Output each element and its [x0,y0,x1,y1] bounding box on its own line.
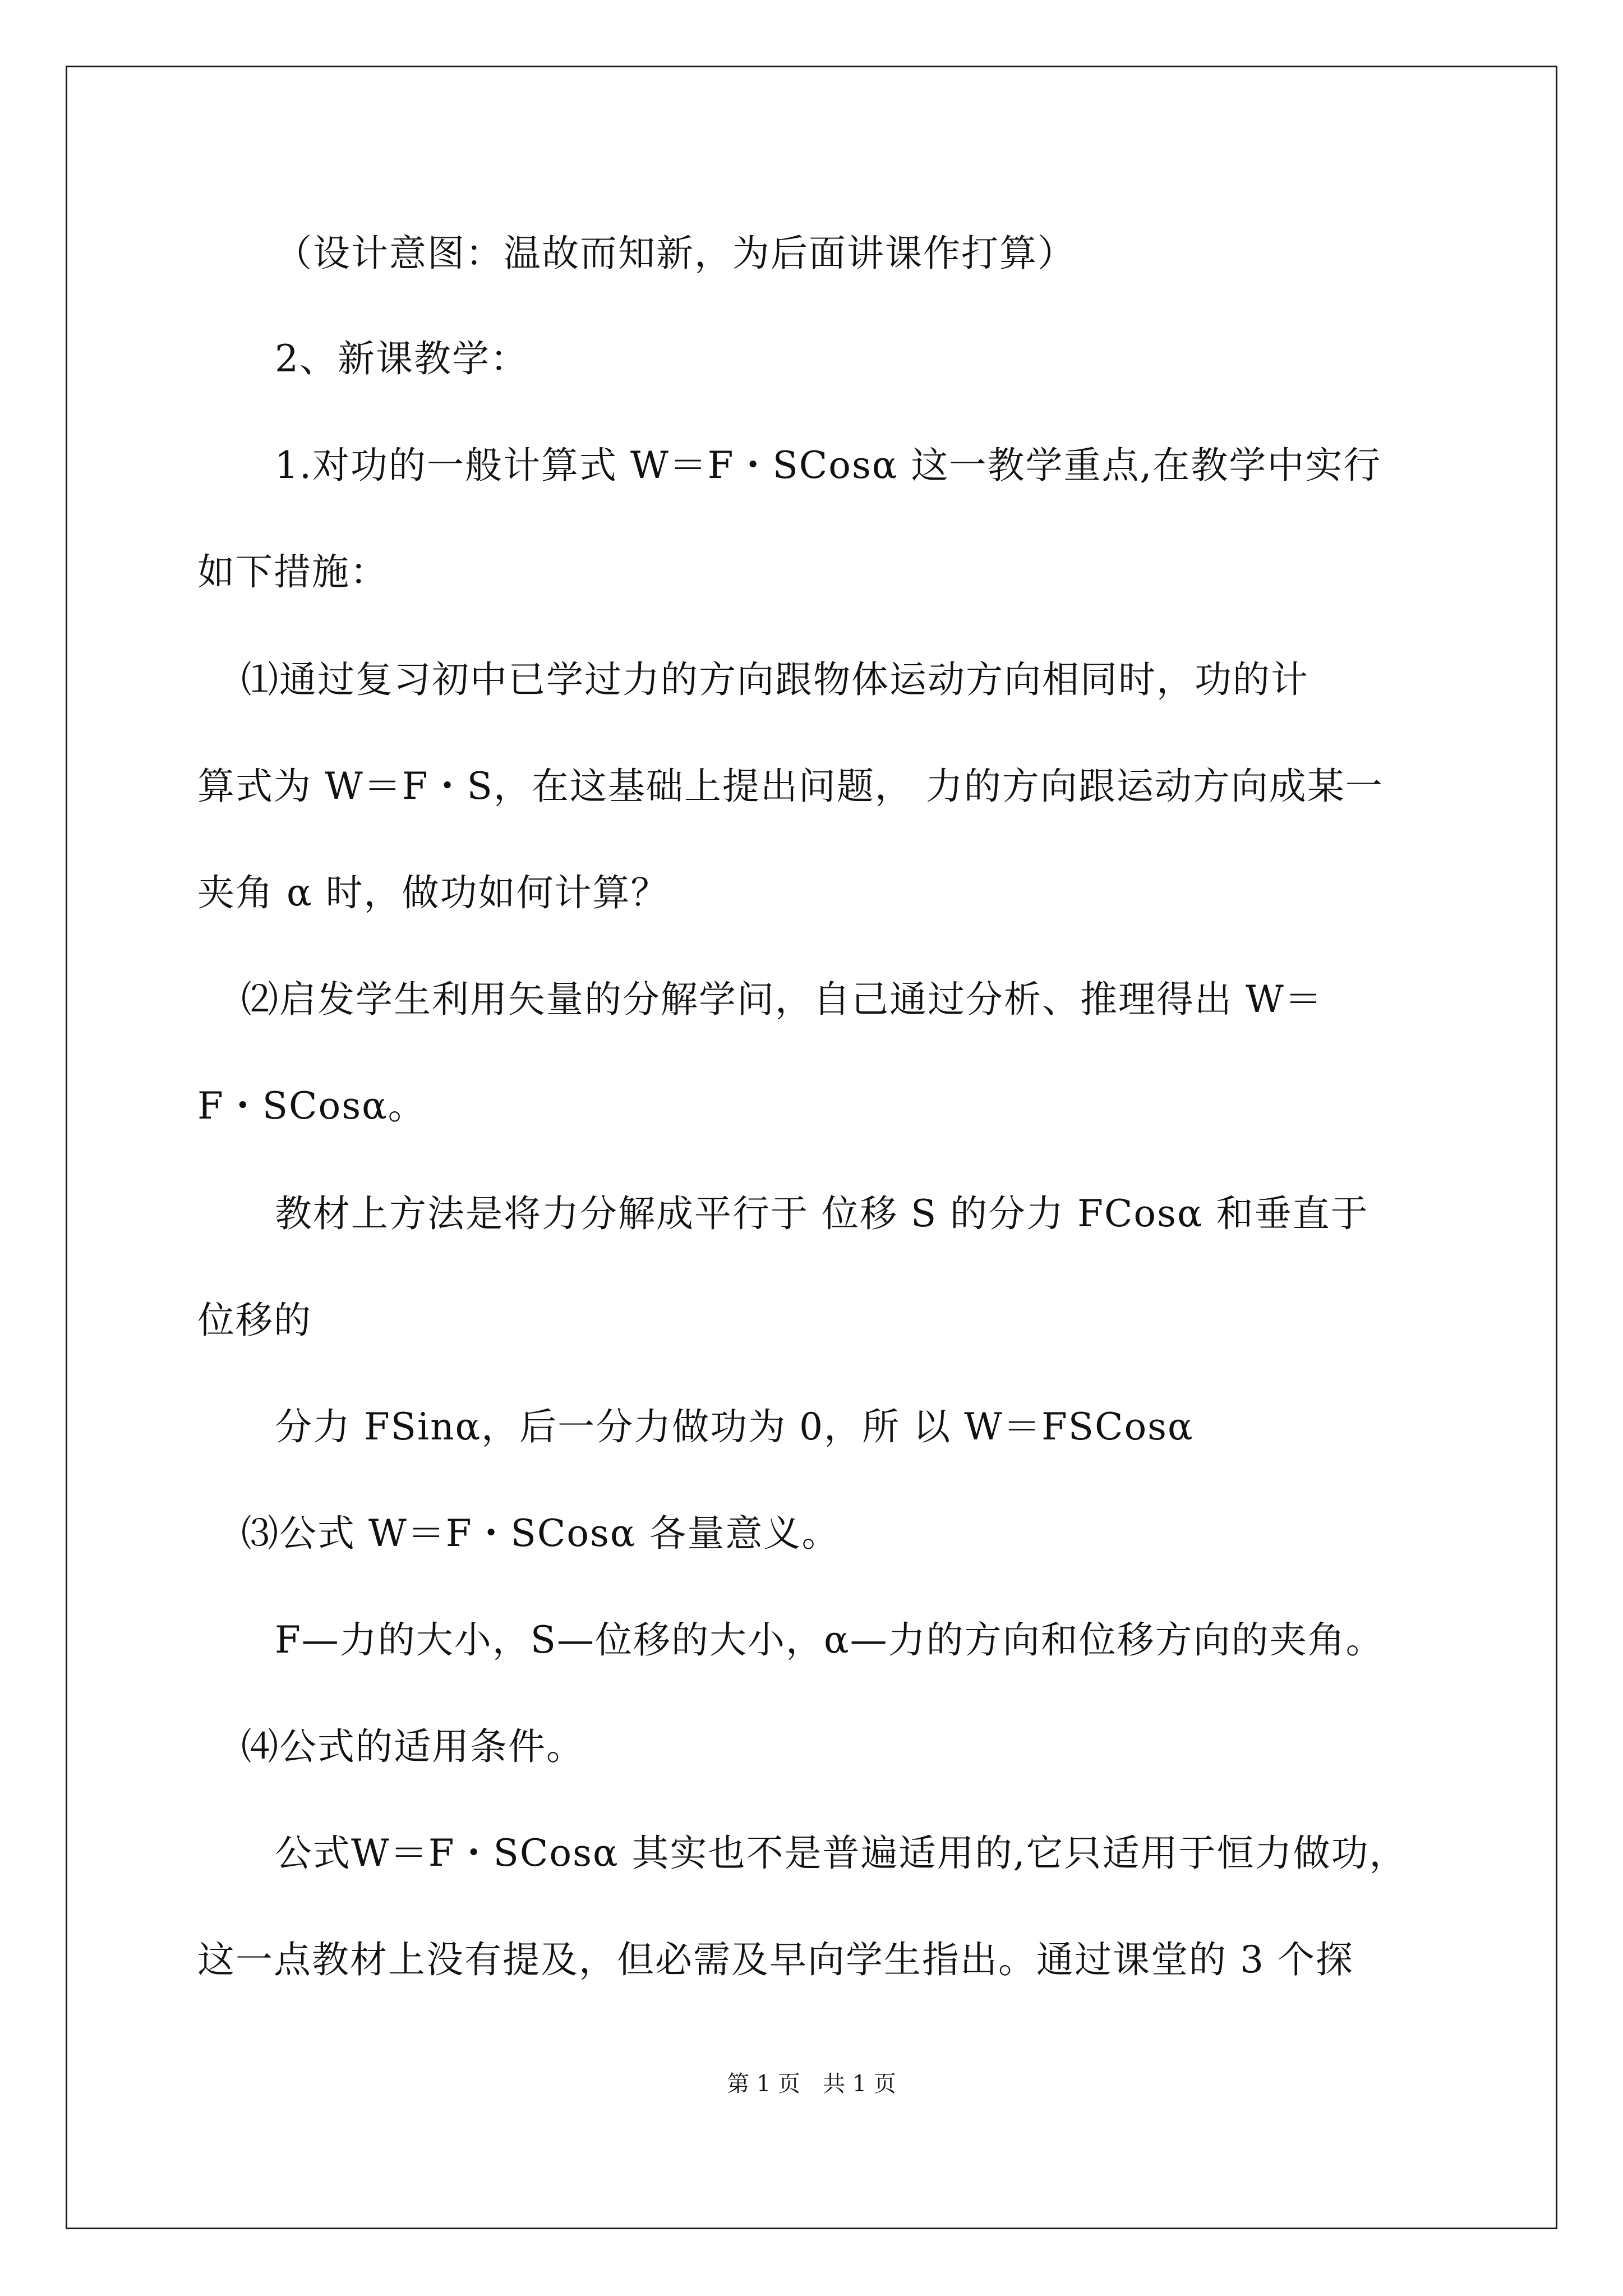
paragraph-line: 教材上方法是将力分解成平行于 位移 S 的分力 FCosα 和垂直于 [275,1192,1369,1235]
paragraph-line: 2、新课教学： [275,337,528,380]
paragraph-line: （设计意图：温故而知新，为后面讲课作打算） [275,232,1076,275]
paragraph-line: ⑴通过复习初中已学过力的方向跟物体运动方向相同时，功的计 [241,658,1309,701]
paragraph-line: 这一点教材上没有提及，但必需及早向学生指出。通过课堂的 3 个探 [197,1938,1354,1981]
page-border [66,66,1557,2229]
paragraph-line: 夹角 α 时，做功如何计算？ [197,871,669,914]
paragraph-line: ⑷公式的适用条件。 [241,1725,584,1768]
paragraph-line: 公式W＝F・SCosα 其实也不是普遍适用的,它只适用于恒力做功， [275,1832,1408,1875]
paragraph-line: F—力的大小，S—位移的大小，α—力的方向和位移方向的夹角。 [275,1618,1384,1662]
paragraph-line: 算式为 W＝F・S，在这基础上提出问题， 力的方向跟运动方向成某一 [197,765,1384,808]
paragraph-line: ⑶公式 W＝F・SCosα 各量意义。 [241,1512,840,1555]
paragraph-line: 1.对功的一般计算式 W＝F・SCosα 这一教学重点,在教学中实行 [275,444,1382,487]
page-footer: 第 1 页 共 1 页 [727,2071,896,2097]
paragraph-line: 分力 FSinα，后一分力做功为 0，所 以 W＝FSCosα [275,1405,1194,1448]
paragraph-line: F・SCosα。 [197,1084,426,1128]
paragraph-line: 如下措施： [197,550,388,593]
paragraph-line: ⑵启发学生利用矢量的分解学问，自己通过分析、推理得出 W＝ [241,978,1323,1021]
paragraph-line: 位移的 [197,1299,312,1342]
